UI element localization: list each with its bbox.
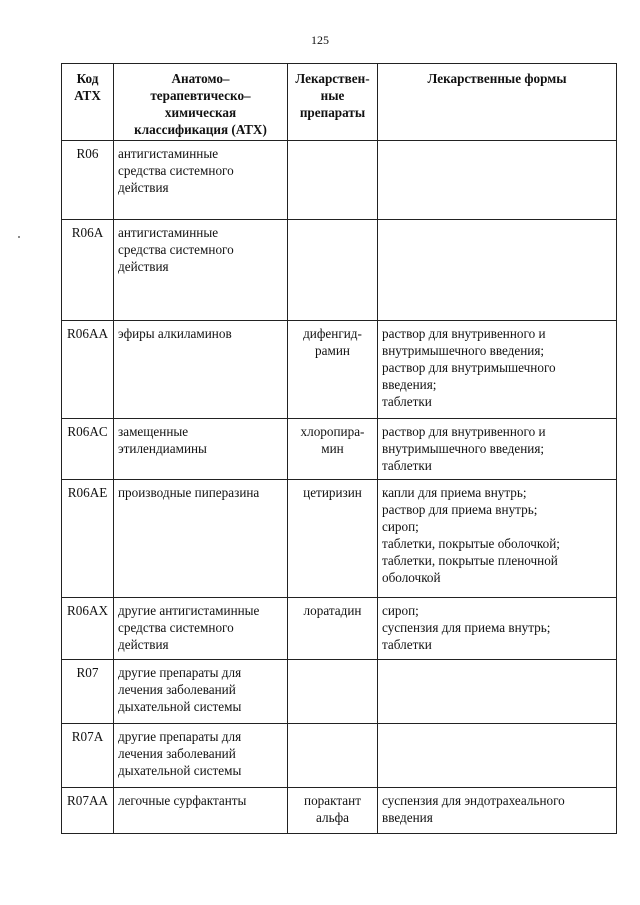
row-drug: хлоропира- мин [288,419,378,480]
row-drug [288,220,378,321]
row-code: R06AC [62,419,114,480]
row-forms [378,724,617,788]
row-drug [288,660,378,724]
row-drug: цетиризин [288,480,378,598]
scan-speck [18,236,20,238]
row-code: R07A [62,724,114,788]
row-code: R06 [62,141,114,220]
header-code: Код АТХ [62,64,114,141]
row-classification: производные пиперазина [114,480,288,598]
row-classification: другие антигистаминные средства системного действия [114,598,288,660]
table-header-row [62,64,617,141]
row-classification: замещенные этилендиамины [114,419,288,480]
table-row [62,788,617,834]
row-drug: лоратадин [288,598,378,660]
row-classification: антигистаминные средства системного действия [114,141,288,220]
row-classification: эфиры алкиламинов [114,321,288,419]
row-code: R06AA [62,321,114,419]
row-drug [288,141,378,220]
row-drug: дифенгид- рамин [288,321,378,419]
row-forms: раствор для внутривенного и внутримышечного введения; таблетки [378,419,617,480]
row-forms [378,660,617,724]
row-drug: порактант альфа [288,788,378,834]
row-code: R07 [62,660,114,724]
row-forms [378,141,617,220]
row-code: R07AA [62,788,114,834]
row-code: R06AE [62,480,114,598]
atc-table [61,63,617,834]
page-number: 125 [311,33,329,47]
header-drugs: Лекарствен- ные препараты [288,64,378,141]
table-row [62,419,617,480]
row-classification: легочные сурфактанты [114,788,288,834]
table-row [62,321,617,419]
row-classification: другие препараты для лечения заболеваний дыхательной системы [114,724,288,788]
table-row [62,141,617,220]
row-code: R06AX [62,598,114,660]
row-classification: другие препараты для лечения заболеваний дыхательной системы [114,660,288,724]
row-forms: суспензия для эндотрахеального введения [378,788,617,834]
row-forms: раствор для внутривенного и внутримышечного введения; раствор для внутримышечного введения; таблетки [378,321,617,419]
table-row [62,660,617,724]
table-row [62,480,617,598]
row-forms: сироп; суспензия для приема внутрь; таблетки [378,598,617,660]
table-row [62,724,617,788]
table-row [62,220,617,321]
header-classification: Анатомо– терапевтическо– химическая классификация (АТХ) [114,64,288,141]
row-forms: капли для приема внутрь; раствор для приема внутрь; сироп; таблетки, покрытые оболочкой; таблетки, покрытые пленочной оболочкой [378,480,617,598]
row-drug [288,724,378,788]
header-forms: Лекарственные формы [378,64,617,141]
row-forms [378,220,617,321]
row-code: R06A [62,220,114,321]
table-row [62,598,617,660]
row-classification: антигистаминные средства системного действия [114,220,288,321]
